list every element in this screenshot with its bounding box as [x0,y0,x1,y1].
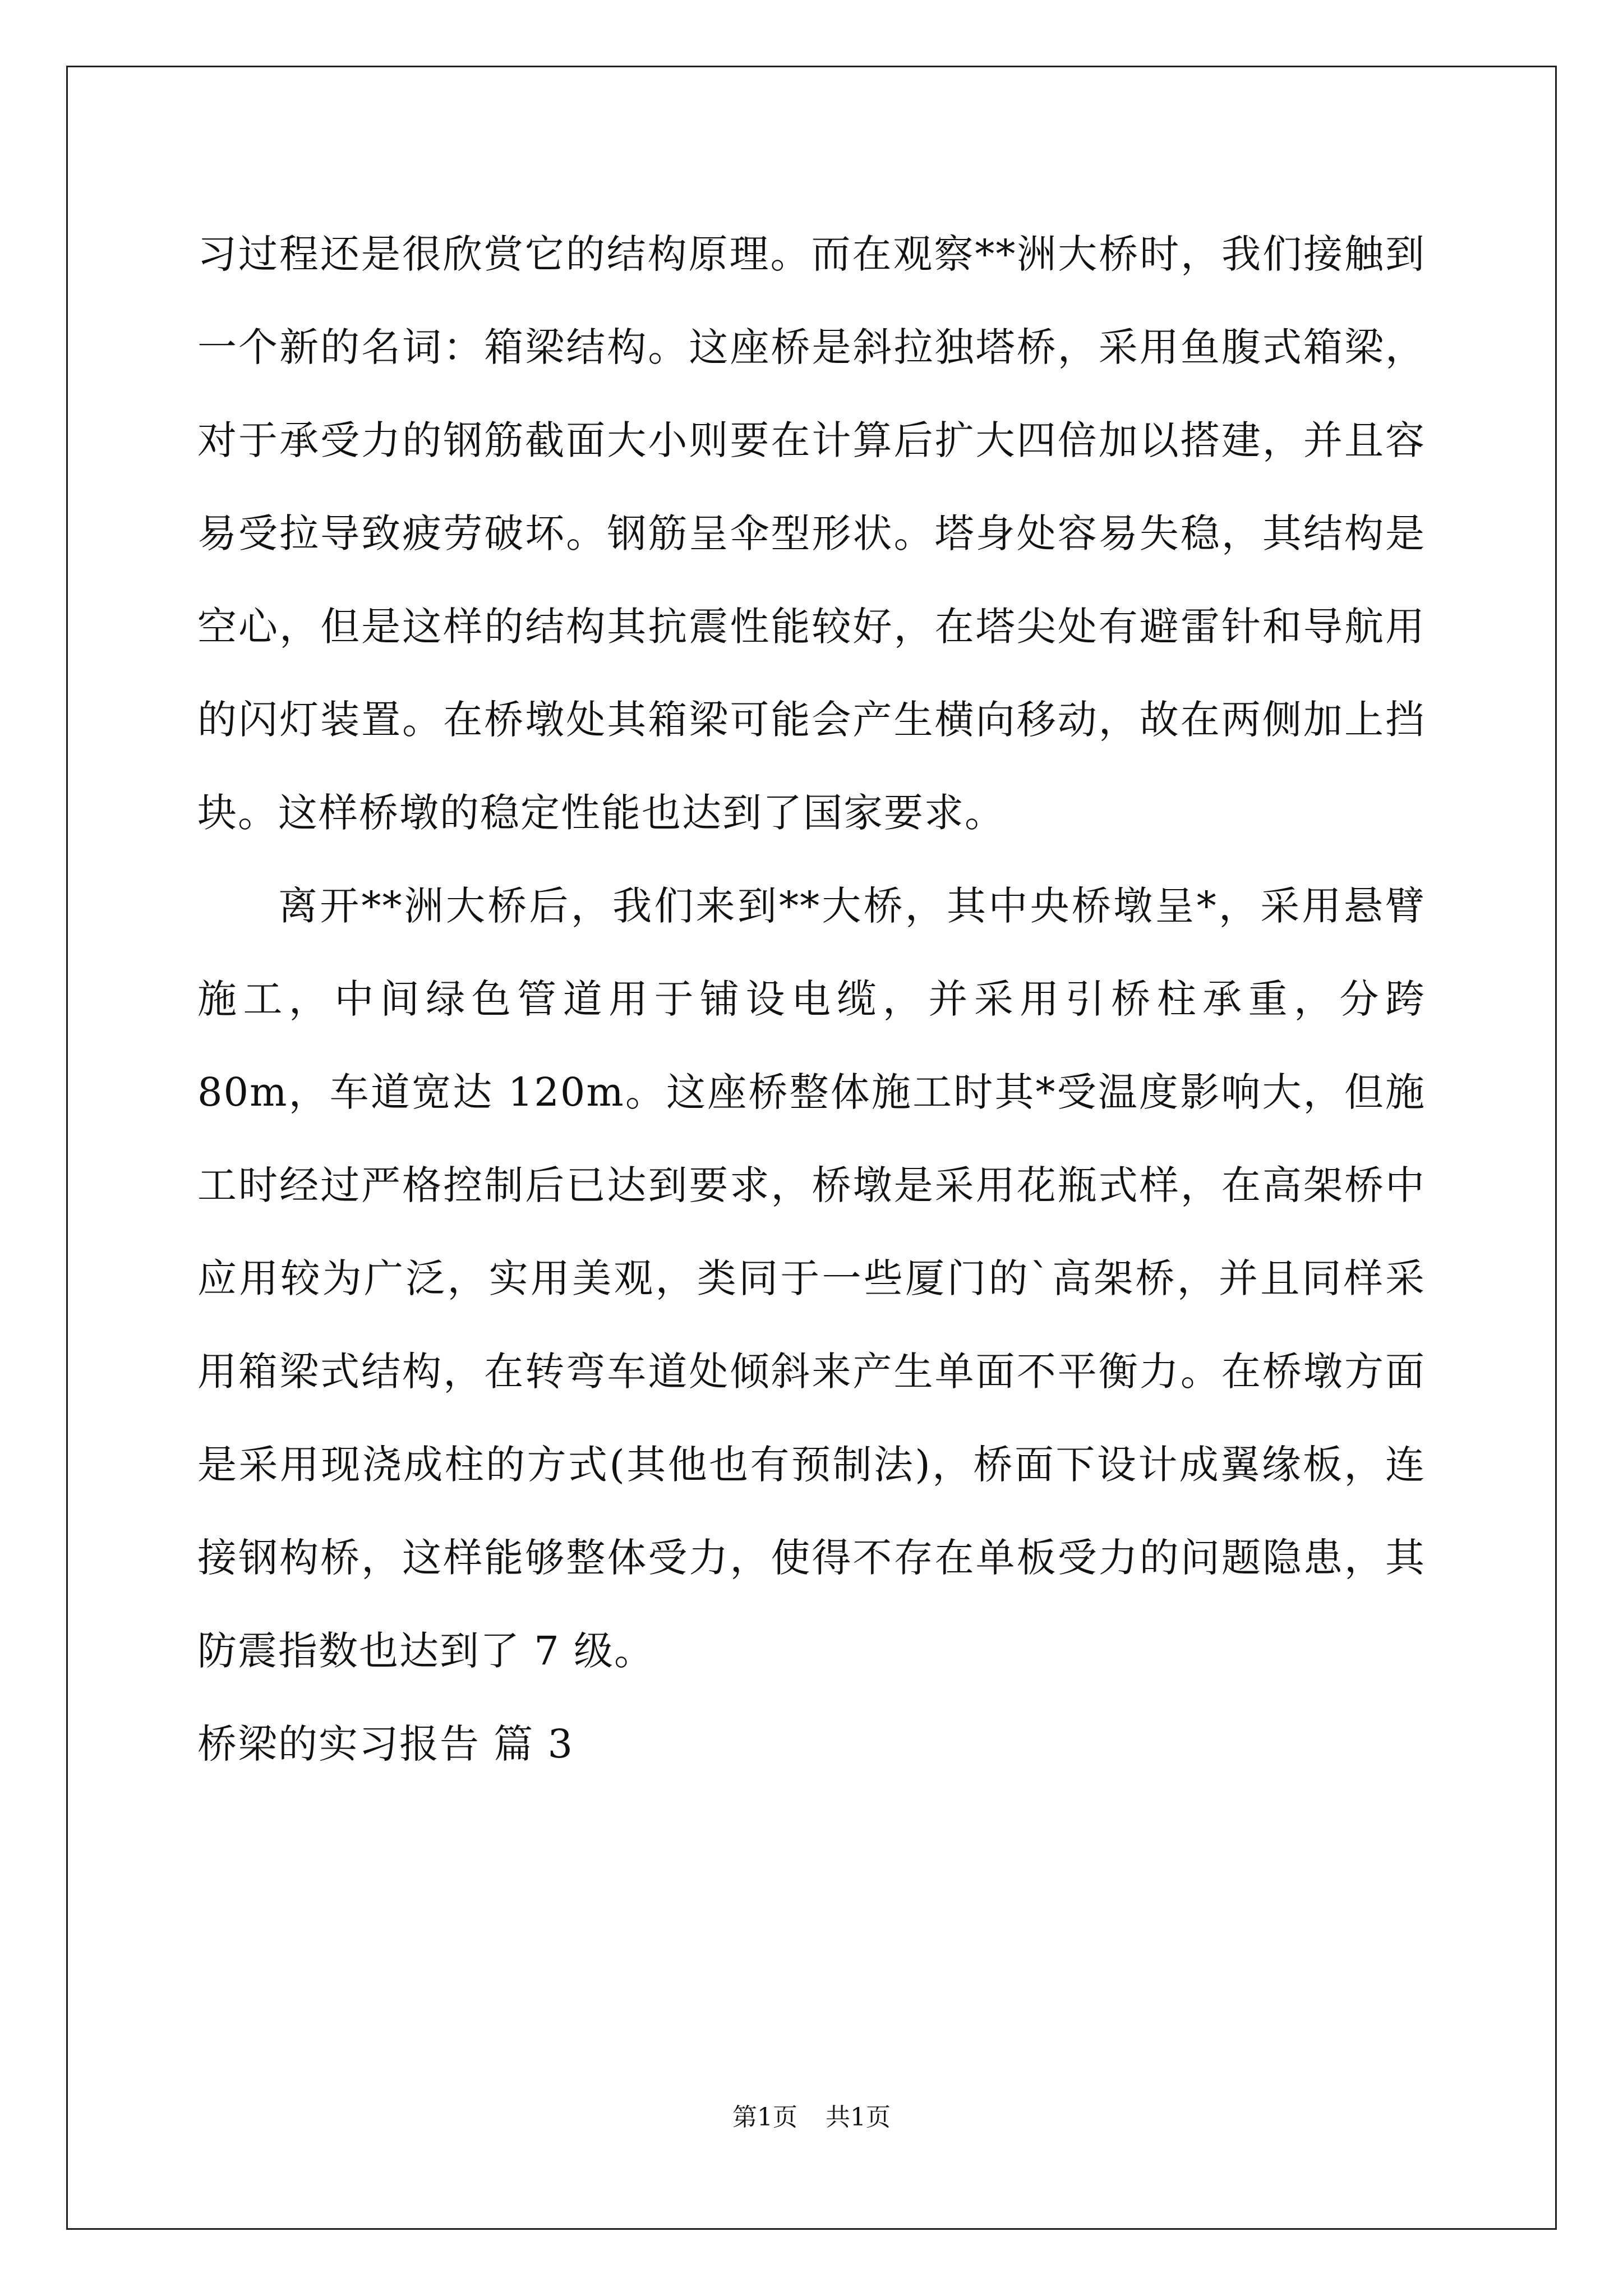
page-total: 共1页 [826,2103,891,2132]
page-number: 第1页 [732,2103,797,2132]
paragraph-2: 离开**洲大桥后，我们来到**大桥，其中央桥墩呈*，采用悬臂施工，中间绿色管道用于铺设电缆，并采用引桥柱承重，分跨 80m，车道宽达 120m。这座桥整体施工时其*受温度影响大，但施工时经过严格控制后已达到要求，桥墩是采用花瓶式样，在高架桥中应用较为广泛，实用美观，类同于一些厦门的`高架桥，并且同样采用箱梁式结构，在转弯车道处倾斜来产生单面不平衡力。在桥墩方面是采用现浇成柱的方式(其他也有预制法)，桥面下设计成翼缘板，连接钢构桥，这样能够整体受力，使得不存在单板受力的问题隐患，其防震指数也达到了 7 级。 [197,883,1426,1674]
page-footer [0,2101,1623,2134]
paragraph-1: 习过程还是很欣赏它的结构原理。而在观察**洲大桥时，我们接触到一个新的名词：箱梁结构。这座桥是斜拉独塔桥，采用鱼腹式箱梁，对于承受力的钢筋截面大小则要在计算后扩大四倍加以搭建，并且容易受拉导致疲劳破坏。钢筋呈伞型形状。塔身处容易失稳，其结构是空心，但是这样的结构其抗震性能较好，在塔尖处有避雷针和导航用的闪灯装置。在桥墩处其箱梁可能会产生横向移动，故在两侧加上挡块。这样桥墩的稳定性能也达到了国家要求。 [197,231,1426,836]
section-heading: 桥梁的实习报告 篇 3 [197,1721,574,1767]
document-body [197,208,1426,1791]
